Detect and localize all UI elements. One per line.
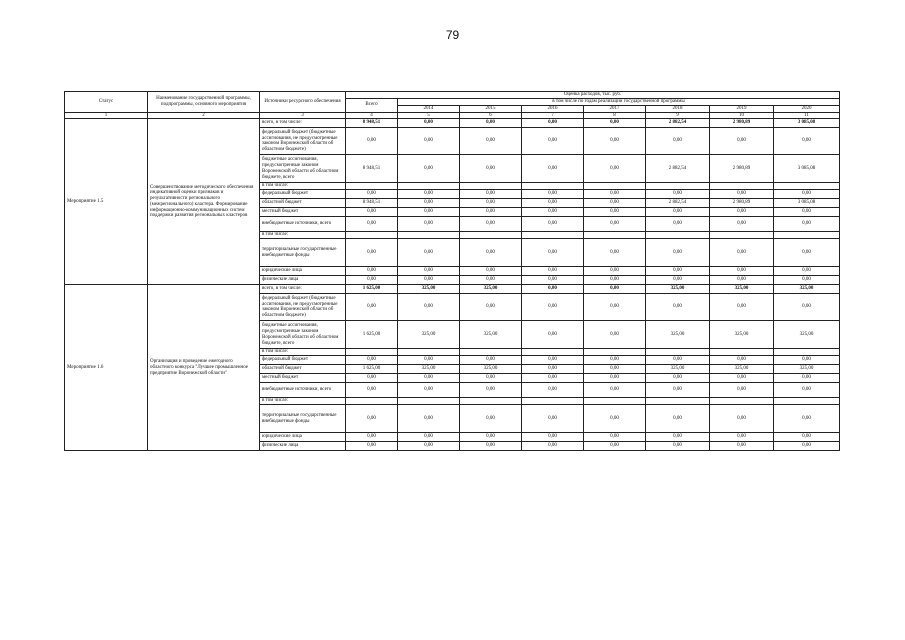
year-value-cell: 0,00 [646,374,710,383]
funding-source-cell: местный бюджет [260,208,346,217]
funding-source-cell: в том числе: [260,398,346,405]
year-value-cell: 325,00 [398,285,460,294]
year-value-cell: 0,00 [710,433,774,442]
year-value-cell: 0,00 [522,199,584,208]
year-value-cell [710,183,774,190]
total-value-cell: 1 625,00 [346,285,398,294]
header-total: Всего [346,99,398,113]
year-value-cell: 0,00 [774,356,840,365]
total-value-cell: 0,00 [346,128,398,155]
funding-source-cell: бюджетные ассигнования, предусмотренные законом Воронежской области об областном бюджете, всего [260,321,346,349]
year-value-cell: 0,00 [584,276,646,285]
year-value-cell: 0,00 [522,155,584,183]
year-value-cell: 0,00 [398,267,460,276]
year-value-cell: 0,00 [646,217,710,232]
year-value-cell: 0,00 [522,285,584,294]
year-value-cell: 0,00 [584,208,646,217]
year-value-cell: 0,00 [584,128,646,155]
year-value-cell: 2 882,54 [646,155,710,183]
year-value-cell: 0,00 [584,199,646,208]
year-value-cell: 0,00 [646,267,710,276]
total-value-cell: 0,00 [346,190,398,199]
year-value-cell [460,232,522,239]
year-value-cell: 0,00 [460,190,522,199]
year-value-cell: 0,00 [710,208,774,217]
funding-source-cell: областной бюджет [260,365,346,374]
header-year: 2018 [646,105,710,112]
year-value-cell: 0,00 [522,405,584,433]
year-value-cell: 0,00 [584,433,646,442]
year-value-cell: 0,00 [460,442,522,451]
column-number: 10 [710,112,774,119]
year-value-cell: 2 980,89 [710,119,774,128]
total-value-cell: 0,00 [346,383,398,398]
year-value-cell: 0,00 [774,442,840,451]
funding-source-cell: в том числе: [260,349,346,356]
year-value-cell [646,349,710,356]
year-value-cell: 0,00 [584,365,646,374]
year-value-cell: 0,00 [774,374,840,383]
year-value-cell [774,183,840,190]
year-value-cell: 0,00 [398,356,460,365]
year-value-cell: 0,00 [522,239,584,267]
year-value-cell: 0,00 [460,433,522,442]
year-value-cell: 0,00 [646,383,710,398]
year-value-cell: 0,00 [710,239,774,267]
year-value-cell: 3 085,08 [774,119,840,128]
column-number: 3 [260,112,346,119]
year-value-cell [398,183,460,190]
year-value-cell: 0,00 [584,321,646,349]
funding-source-cell: физические лица [260,276,346,285]
year-value-cell: 0,00 [584,294,646,321]
year-value-cell: 3 085,08 [774,199,840,208]
total-value-cell: 0,00 [346,217,398,232]
year-value-cell: 0,00 [646,128,710,155]
year-value-cell: 2 980,89 [710,155,774,183]
funding-source-cell: в том числе: [260,232,346,239]
total-value-cell: 1 625,00 [346,321,398,349]
year-value-cell: 0,00 [460,199,522,208]
year-value-cell [646,398,710,405]
funding-source-cell: федеральный бюджет (бюджетные ассигнования, не предусмотренные законом Воронежской области об областном бюджете) [260,294,346,321]
year-value-cell: 0,00 [646,442,710,451]
year-value-cell: 325,00 [710,321,774,349]
funding-source-cell: внебюджетные источники, всего [260,217,346,232]
funding-source-cell: федеральный бюджет (бюджетные ассигнования, не предусмотренные законом Воронежской области об областном бюджете) [260,128,346,155]
funding-source-cell: всего, в том числе: [260,285,346,294]
funding-source-cell: областной бюджет [260,199,346,208]
year-value-cell: 0,00 [584,285,646,294]
year-value-cell: 0,00 [460,128,522,155]
year-value-cell: 0,00 [460,267,522,276]
year-value-cell: 0,00 [774,217,840,232]
year-value-cell: 0,00 [460,276,522,285]
year-value-cell: 0,00 [774,294,840,321]
total-value-cell [346,232,398,239]
funding-source-cell: местный бюджет [260,374,346,383]
funding-source-cell: федеральный бюджет [260,356,346,365]
year-value-cell: 325,00 [774,321,840,349]
column-number: 4 [346,112,398,119]
year-value-cell: 0,00 [584,217,646,232]
funding-source-cell: всего, в том числе: [260,119,346,128]
column-number: 1 [65,112,148,119]
year-value-cell [774,398,840,405]
year-value-cell: 0,00 [460,294,522,321]
year-value-cell: 0,00 [710,374,774,383]
year-value-cell: 325,00 [460,285,522,294]
year-value-cell: 0,00 [398,276,460,285]
total-value-cell: 8 948,51 [346,155,398,183]
funding-source-cell: физические лица [260,442,346,451]
header-year: 2020 [774,105,840,112]
year-value-cell: 325,00 [460,365,522,374]
total-value-cell: 0,00 [346,442,398,451]
year-value-cell: 0,00 [398,442,460,451]
year-value-cell: 0,00 [398,239,460,267]
funding-source-cell: бюджетные ассигнования, предусмотренные законом Воронежской области об областном бюджете, всего [260,155,346,183]
year-value-cell [398,398,460,405]
year-value-cell: 0,00 [710,276,774,285]
funding-source-cell: федеральный бюджет [260,190,346,199]
year-value-cell: 0,00 [522,374,584,383]
year-value-cell [646,232,710,239]
year-value-cell: 0,00 [646,239,710,267]
year-value-cell: 0,00 [522,217,584,232]
column-number: 2 [148,112,260,119]
year-value-cell: 0,00 [398,128,460,155]
year-value-cell: 0,00 [398,208,460,217]
header-year: 2014 [398,105,460,112]
year-value-cell: 0,00 [460,119,522,128]
total-value-cell: 0,00 [346,239,398,267]
year-value-cell: 0,00 [710,383,774,398]
total-value-cell: 0,00 [346,208,398,217]
table-row [65,119,840,128]
activity-name-cell: Организация и проведение ежегодного областного конкурса "Лучшее промышленное предприятие Воронежской области" [148,285,260,451]
year-value-cell: 0,00 [522,294,584,321]
header-year: 2019 [710,105,774,112]
total-value-cell: 1 625,00 [346,365,398,374]
year-value-cell: 325,00 [398,321,460,349]
year-value-cell: 0,00 [398,294,460,321]
total-value-cell: 8 948,51 [346,199,398,208]
year-value-cell: 0,00 [522,190,584,199]
year-value-cell: 0,00 [398,405,460,433]
total-value-cell: 8 948,51 [346,119,398,128]
year-value-cell: 325,00 [774,285,840,294]
column-number: 9 [646,112,710,119]
year-value-cell: 0,00 [710,294,774,321]
year-value-cell: 0,00 [646,405,710,433]
year-value-cell: 0,00 [522,267,584,276]
year-value-cell [710,232,774,239]
year-value-cell: 0,00 [460,155,522,183]
year-value-cell: 2 882,54 [646,199,710,208]
year-value-cell [774,349,840,356]
year-value-cell: 0,00 [774,383,840,398]
year-value-cell [710,349,774,356]
header-year: 2017 [584,105,646,112]
year-value-cell [460,349,522,356]
year-value-cell: 0,00 [522,208,584,217]
year-value-cell: 0,00 [774,433,840,442]
year-value-cell: 0,00 [584,405,646,433]
year-value-cell: 325,00 [398,365,460,374]
year-value-cell: 0,00 [460,405,522,433]
column-number: 11 [774,112,840,119]
year-value-cell: 0,00 [646,356,710,365]
year-value-cell: 0,00 [522,128,584,155]
column-number: 7 [522,112,584,119]
funding-source-cell: территориальные государственные внебюджетные фонды [260,239,346,267]
year-value-cell: 0,00 [398,119,460,128]
table-row [65,285,840,294]
year-value-cell: 0,00 [646,433,710,442]
year-value-cell [398,349,460,356]
funding-source-cell: внебюджетные источники, всего [260,383,346,398]
year-value-cell: 0,00 [398,383,460,398]
year-value-cell [584,349,646,356]
year-value-cell [774,232,840,239]
year-value-cell: 0,00 [646,208,710,217]
year-value-cell: 0,00 [710,442,774,451]
year-value-cell: 0,00 [774,267,840,276]
year-value-cell: 0,00 [584,155,646,183]
header-estimate: Оценка расходов, тыс. руб. [346,92,840,99]
year-value-cell: 0,00 [460,356,522,365]
year-value-cell: 0,00 [460,383,522,398]
year-value-cell: 0,00 [584,356,646,365]
year-value-cell [522,183,584,190]
year-value-cell: 0,00 [774,128,840,155]
year-value-cell: 0,00 [398,199,460,208]
year-value-cell: 0,00 [522,365,584,374]
header-year: 2015 [460,105,522,112]
year-value-cell [584,183,646,190]
header-by-years: в том числе по годам реализации государственной программы [398,99,840,106]
year-value-cell [522,398,584,405]
header-source: Источники ресурсного обеспечения [260,92,346,113]
year-value-cell: 3 085,08 [774,155,840,183]
header-year: 2016 [522,105,584,112]
year-value-cell: 0,00 [646,190,710,199]
total-value-cell: 0,00 [346,433,398,442]
year-value-cell: 0,00 [398,374,460,383]
year-value-cell: 325,00 [646,365,710,374]
year-value-cell: 0,00 [584,239,646,267]
year-value-cell: 0,00 [584,190,646,199]
year-value-cell: 0,00 [460,239,522,267]
year-value-cell: 0,00 [646,294,710,321]
status-cell: Мероприятие 1.5 [65,119,148,285]
column-number: 8 [584,112,646,119]
year-value-cell: 0,00 [522,442,584,451]
year-value-cell: 0,00 [460,374,522,383]
year-value-cell: 0,00 [460,217,522,232]
year-value-cell: 0,00 [522,119,584,128]
year-value-cell: 325,00 [646,285,710,294]
funding-source-cell: юридические лица [260,433,346,442]
total-value-cell: 0,00 [346,276,398,285]
year-value-cell: 0,00 [398,190,460,199]
activity-name-cell: Совершенствование методического обеспечения индикативной оценки признаков и результативности регионального (межрегионального) кластера. Формирование информационно-коммуникационных систем поддержки развития региональных кластеров [148,119,260,285]
total-value-cell: 0,00 [346,374,398,383]
year-value-cell: 0,00 [584,442,646,451]
year-value-cell: 0,00 [710,217,774,232]
funding-source-cell: в том числе: [260,183,346,190]
year-value-cell [710,398,774,405]
year-value-cell: 0,00 [646,276,710,285]
total-value-cell: 0,00 [346,294,398,321]
year-value-cell: 0,00 [584,383,646,398]
header-status: Статус [65,92,148,113]
year-value-cell: 325,00 [710,365,774,374]
year-value-cell: 0,00 [710,267,774,276]
year-value-cell: 0,00 [522,276,584,285]
year-value-cell: 0,00 [398,155,460,183]
year-value-cell: 0,00 [460,208,522,217]
year-value-cell: 325,00 [774,365,840,374]
header-name: Наименование государственной программы, подпрограммы, основного мероприятия [148,92,260,113]
page-number: 79 [445,28,460,42]
year-value-cell: 325,00 [460,321,522,349]
funding-source-cell: юридические лица [260,267,346,276]
year-value-cell: 0,00 [774,239,840,267]
year-value-cell: 2 882,54 [646,119,710,128]
year-value-cell: 0,00 [774,208,840,217]
year-value-cell: 0,00 [774,276,840,285]
year-value-cell [398,232,460,239]
year-value-cell: 325,00 [646,321,710,349]
year-value-cell [522,232,584,239]
year-value-cell: 0,00 [710,356,774,365]
year-value-cell [522,349,584,356]
year-value-cell [460,183,522,190]
total-value-cell: 0,00 [346,405,398,433]
year-value-cell: 325,00 [710,285,774,294]
year-value-cell: 0,00 [710,405,774,433]
year-value-cell [584,232,646,239]
total-value-cell [346,183,398,190]
total-value-cell: 0,00 [346,356,398,365]
total-value-cell: 0,00 [346,267,398,276]
year-value-cell: 0,00 [398,433,460,442]
year-value-cell: 2 980,89 [710,199,774,208]
year-value-cell [460,398,522,405]
year-value-cell: 0,00 [584,267,646,276]
year-value-cell: 0,00 [398,217,460,232]
year-value-cell [646,183,710,190]
year-value-cell: 0,00 [522,356,584,365]
status-cell: Мероприятие 1.6 [65,285,148,451]
expenditure-table [64,91,840,451]
total-value-cell [346,398,398,405]
funding-source-cell: территориальные государственные внебюджетные фонды [260,405,346,433]
year-value-cell: 0,00 [774,190,840,199]
year-value-cell: 0,00 [584,374,646,383]
year-value-cell: 0,00 [522,433,584,442]
year-value-cell: 0,00 [522,383,584,398]
year-value-cell: 0,00 [710,128,774,155]
year-value-cell: 0,00 [774,405,840,433]
year-value-cell [584,398,646,405]
year-value-cell: 0,00 [522,321,584,349]
column-number: 6 [460,112,522,119]
total-value-cell [346,349,398,356]
column-number: 5 [398,112,460,119]
year-value-cell: 0,00 [584,119,646,128]
year-value-cell: 0,00 [710,190,774,199]
